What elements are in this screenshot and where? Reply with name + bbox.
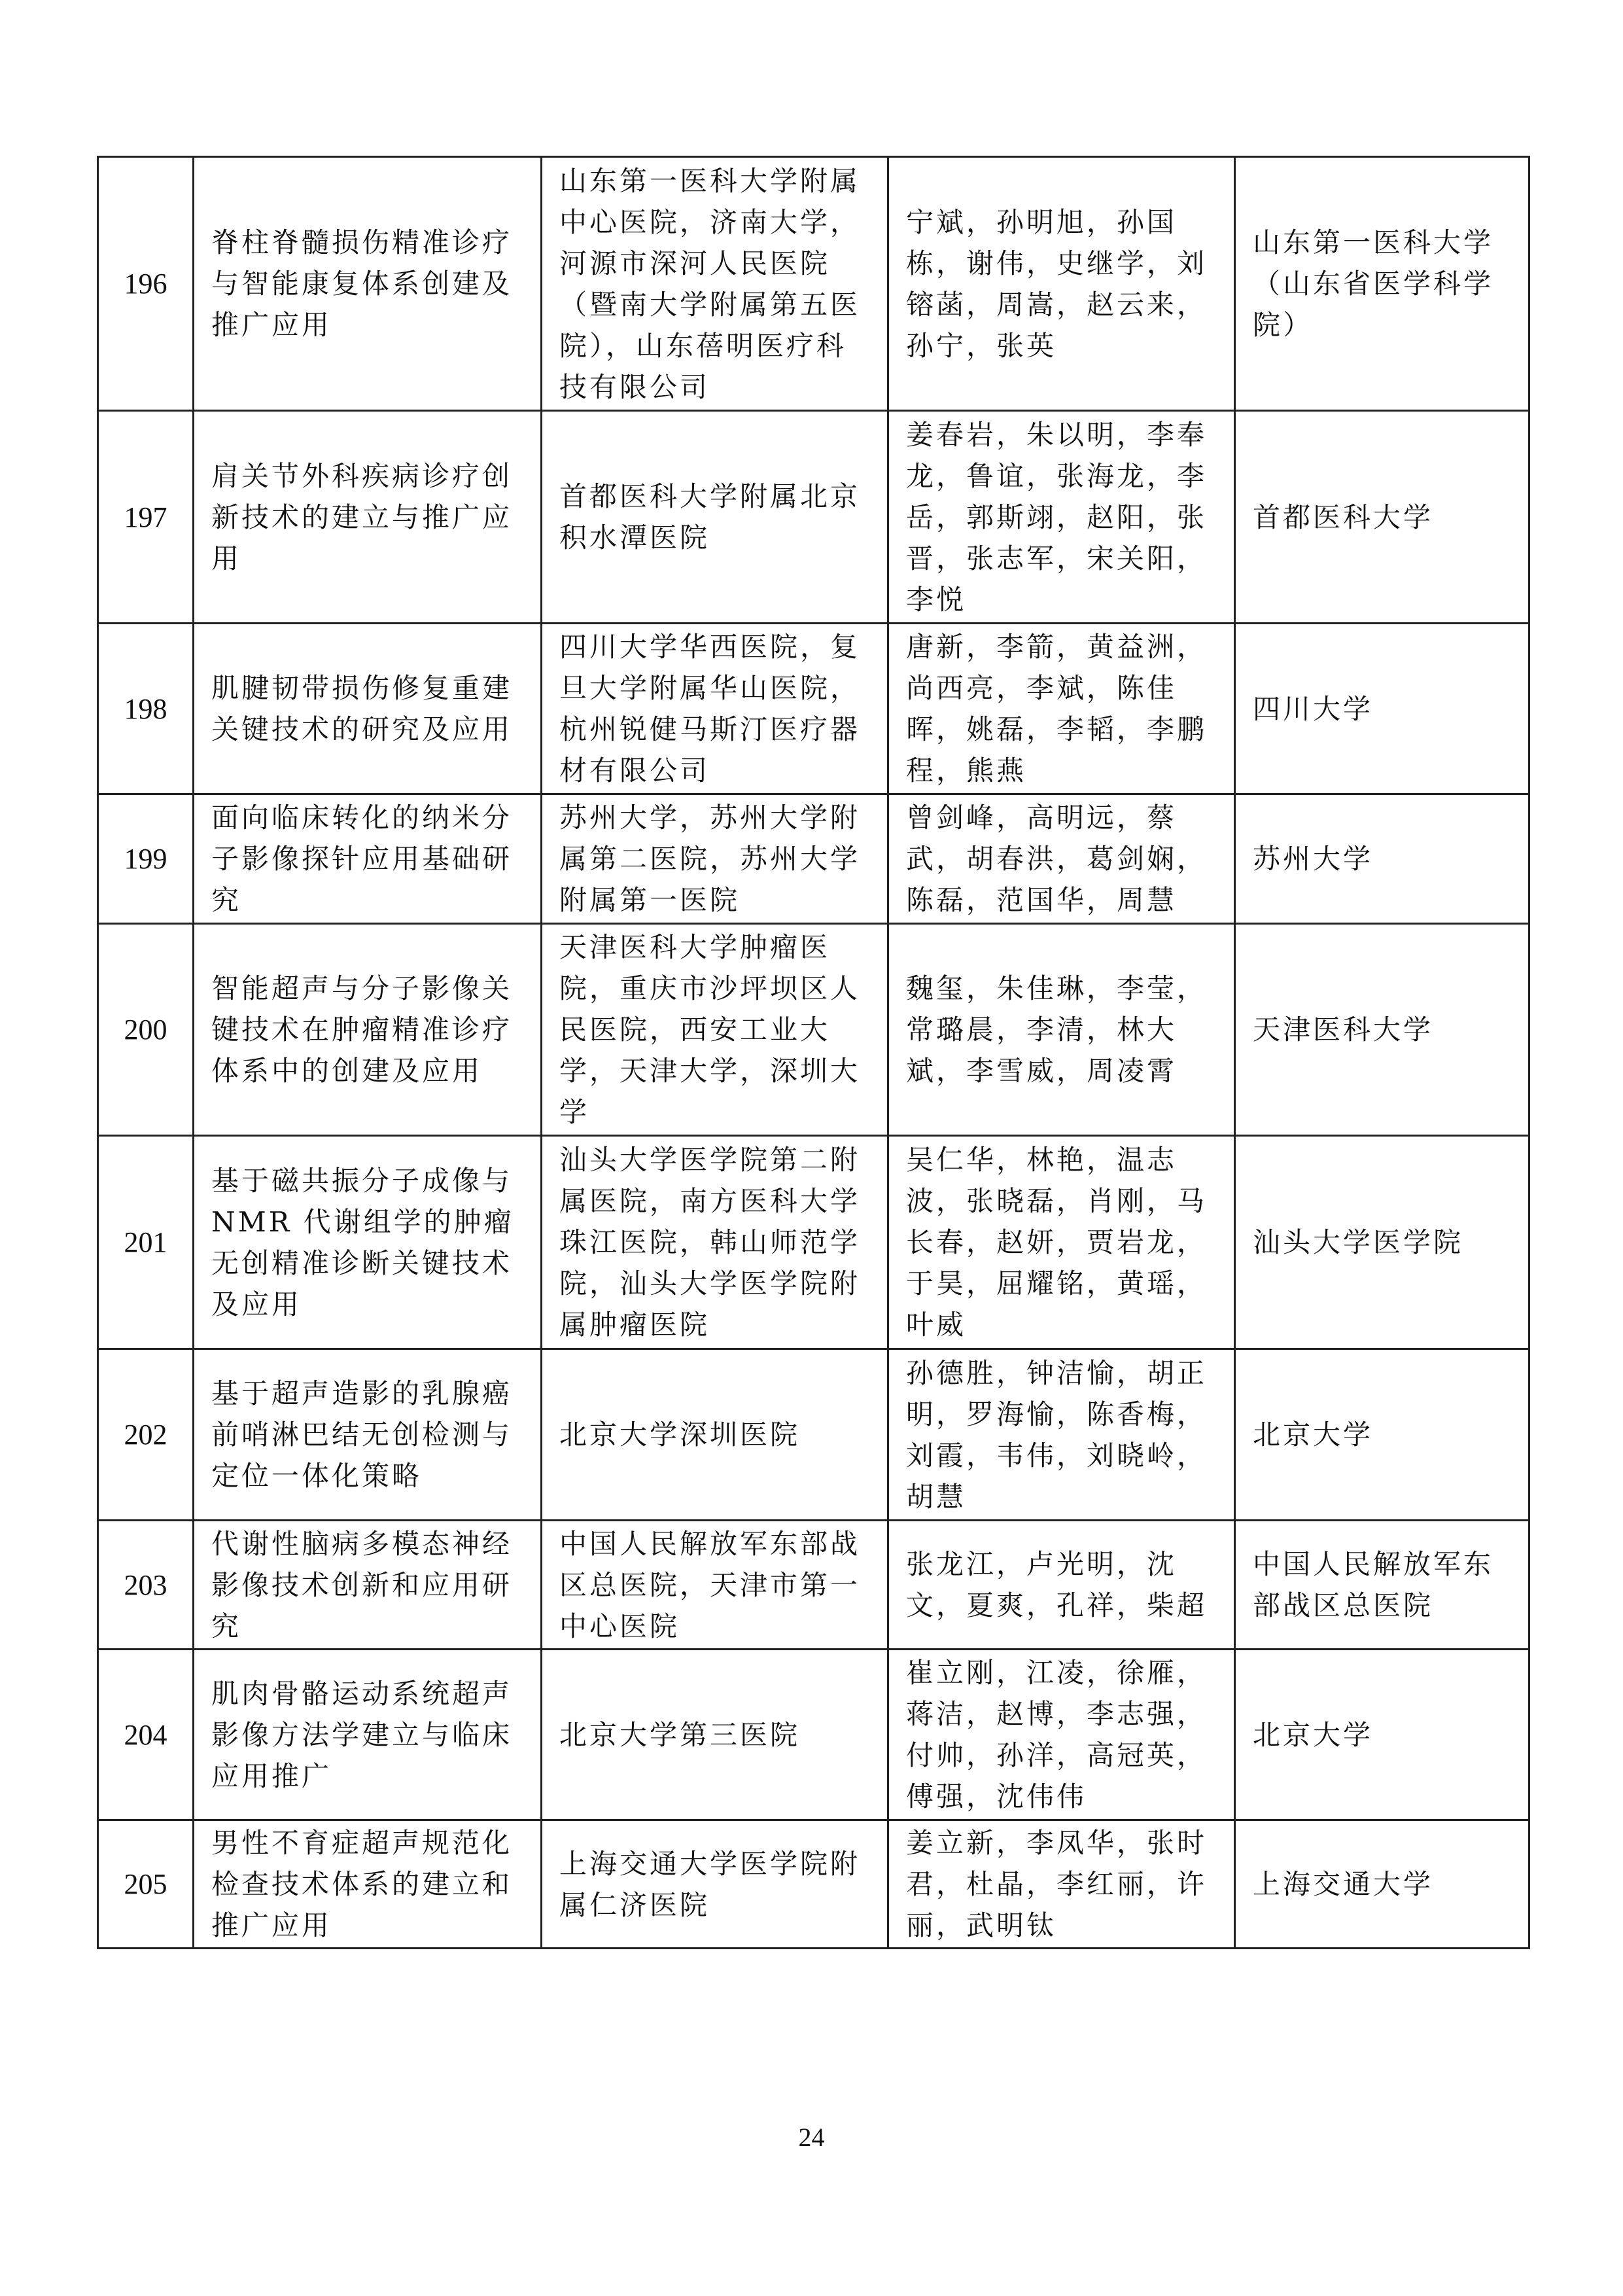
nominator-cell: 北京大学 — [1235, 1349, 1529, 1521]
project-name-cell: 肌肉骨骼运动系统超声影像方法学建立与临床应用推广 — [194, 1650, 542, 1820]
project-name-cell: 肌腱韧带损伤修复重建关键技术的研究及应用 — [194, 624, 542, 794]
page-number: 24 — [798, 2123, 825, 2152]
completing-people-cell: 孙德胜，钟洁愉，胡正明，罗海愉，陈香梅，刘霞，韦伟，刘晓岭，胡慧 — [888, 1349, 1235, 1521]
nominator-cell: 苏州大学 — [1235, 794, 1529, 924]
table-row — [98, 924, 1529, 1136]
table-row — [98, 624, 1529, 794]
nominator-cell: 山东第一医科大学（山东省医学科学院） — [1235, 157, 1529, 411]
project-name-cell: 代谢性脑病多模态神经影像技术创新和应用研究 — [194, 1521, 542, 1650]
nominator-cell: 上海交通大学 — [1235, 1820, 1529, 1949]
awards-table — [97, 156, 1530, 1949]
completing-units-cell: 四川大学华西医院，复旦大学附属华山医院，杭州锐健马斯汀医疗器材有限公司 — [542, 624, 888, 794]
nominator-cell: 汕头大学医学院 — [1235, 1136, 1529, 1349]
project-name-cell: 肩关节外科疾病诊疗创新技术的建立与推广应用 — [194, 411, 542, 624]
row-number: 202 — [98, 1349, 194, 1521]
nominator-cell: 首都医科大学 — [1235, 411, 1529, 624]
table-row — [98, 1136, 1529, 1349]
completing-people-cell: 曾剑峰，高明远，蔡武，胡春洪，葛剑娴，陈磊，范国华，周慧 — [888, 794, 1235, 924]
table-row — [98, 1650, 1529, 1820]
completing-units-cell: 天津医科大学肿瘤医院，重庆市沙坪坝区人民医院，西安工业大学，天津大学，深圳大学 — [542, 924, 888, 1136]
completing-units-cell: 首都医科大学附属北京积水潭医院 — [542, 411, 888, 624]
completing-units-cell: 北京大学第三医院 — [542, 1650, 888, 1820]
table-row — [98, 157, 1529, 411]
completing-people-cell: 宁斌，孙明旭，孙国栋，谢伟，史继学，刘镕菡，周嵩，赵云来，孙宁，张英 — [888, 157, 1235, 411]
row-number: 197 — [98, 411, 194, 624]
completing-people-cell: 张龙江，卢光明，沈文，夏爽，孔祥，柴超 — [888, 1521, 1235, 1650]
table-row — [98, 1349, 1529, 1521]
row-number: 200 — [98, 924, 194, 1136]
table-row — [98, 411, 1529, 624]
row-number: 203 — [98, 1521, 194, 1650]
table-row — [98, 794, 1529, 924]
table-row — [98, 1521, 1529, 1650]
row-number: 204 — [98, 1650, 194, 1820]
completing-people-cell: 魏玺，朱佳琳，李莹，常璐晨，李清，林大斌，李雪威，周凌霄 — [888, 924, 1235, 1136]
completing-people-cell: 吴仁华，林艳，温志波，张晓磊，肖刚，马长春，赵妍，贾岩龙，于昊，屈耀铭，黄瑶，叶威 — [888, 1136, 1235, 1349]
row-number: 196 — [98, 157, 194, 411]
nominator-cell: 北京大学 — [1235, 1650, 1529, 1820]
project-name-cell: 基于磁共振分子成像与 NMR 代谢组学的肿瘤无创精准诊断关键技术及应用 — [194, 1136, 542, 1349]
project-name-cell: 智能超声与分子影像关键技术在肿瘤精准诊疗体系中的创建及应用 — [194, 924, 542, 1136]
row-number: 199 — [98, 794, 194, 924]
row-number: 198 — [98, 624, 194, 794]
nominator-cell: 天津医科大学 — [1235, 924, 1529, 1136]
row-number: 205 — [98, 1820, 194, 1949]
completing-people-cell: 唐新，李箭，黄益洲，尚西亮，李斌，陈佳晖，姚磊，李韬，李鹏程，熊燕 — [888, 624, 1235, 794]
completing-units-cell: 山东第一医科大学附属中心医院，济南大学，河源市深河人民医院（暨南大学附属第五医院），山东蓓明医疗科技有限公司 — [542, 157, 888, 411]
completing-units-cell: 中国人民解放军东部战区总医院，天津市第一中心医院 — [542, 1521, 888, 1650]
project-name-cell: 男性不育症超声规范化检查技术体系的建立和推广应用 — [194, 1820, 542, 1949]
completing-units-cell: 北京大学深圳医院 — [542, 1349, 888, 1521]
project-name-cell: 面向临床转化的纳米分子影像探针应用基础研究 — [194, 794, 542, 924]
project-name-cell: 脊柱脊髓损伤精准诊疗与智能康复体系创建及推广应用 — [194, 157, 542, 411]
row-number: 201 — [98, 1136, 194, 1349]
completing-units-cell: 苏州大学，苏州大学附属第二医院，苏州大学附属第一医院 — [542, 794, 888, 924]
completing-people-cell: 姜春岩，朱以明，李奉龙，鲁谊，张海龙，李岳，郭斯翊，赵阳，张晋，张志军，宋关阳，李悦 — [888, 411, 1235, 624]
completing-people-cell: 姜立新，李凤华，张时君，杜晶，李红丽，许丽，武明钛 — [888, 1820, 1235, 1949]
nominator-cell: 四川大学 — [1235, 624, 1529, 794]
completing-people-cell: 崔立刚，江凌，徐雁，蒋洁，赵博，李志强，付帅，孙洋，高冠英，傅强，沈伟伟 — [888, 1650, 1235, 1820]
completing-units-cell: 上海交通大学医学院附属仁济医院 — [542, 1820, 888, 1949]
project-name-cell: 基于超声造影的乳腺癌前哨淋巴结无创检测与定位一体化策略 — [194, 1349, 542, 1521]
table-row — [98, 1820, 1529, 1949]
completing-units-cell: 汕头大学医学院第二附属医院，南方医科大学珠江医院，韩山师范学院，汕头大学医学院附属肿瘤医院 — [542, 1136, 888, 1349]
nominator-cell: 中国人民解放军东部战区总医院 — [1235, 1521, 1529, 1650]
